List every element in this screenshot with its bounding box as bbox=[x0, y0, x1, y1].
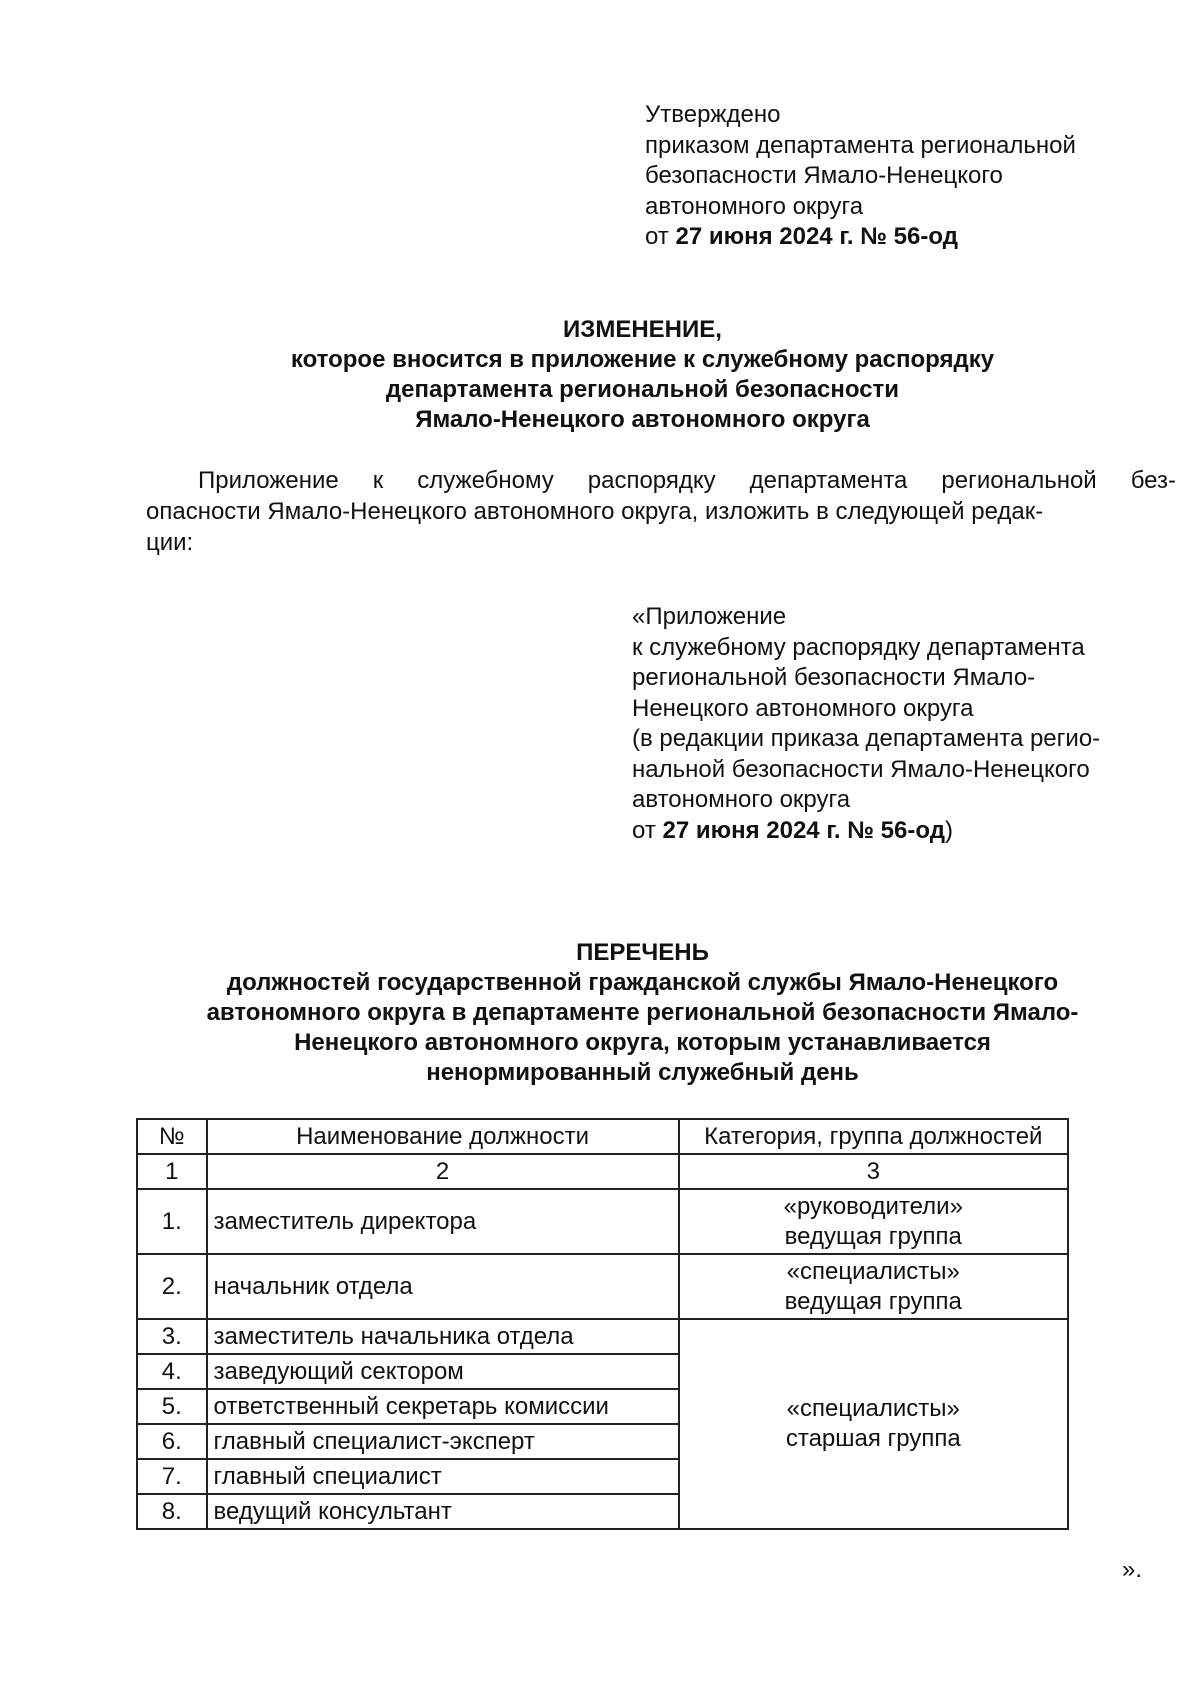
row-number: 6. bbox=[137, 1424, 207, 1459]
category-name: «специалисты» bbox=[786, 1257, 960, 1285]
row-category bbox=[679, 1254, 1068, 1319]
approval-block bbox=[645, 100, 1145, 253]
header-number: № bbox=[137, 1119, 207, 1154]
paragraph-line: опасности Ямало-Ненецкого автономного округа, изложить в следующей редак- bbox=[146, 498, 1044, 525]
appendix-line: «Приложение bbox=[632, 603, 787, 630]
row-number: 7. bbox=[137, 1459, 207, 1494]
change-heading: ИЗМЕНЕНИЕ, bbox=[563, 316, 722, 343]
row-number: 3. bbox=[137, 1319, 207, 1354]
category-name: «специалисты» bbox=[786, 1395, 960, 1422]
appendix-line: региональной безопасности Ямало- bbox=[632, 664, 1036, 691]
column-number: 2 bbox=[207, 1154, 679, 1189]
list-title bbox=[130, 938, 1155, 1088]
approval-line: безопасности Ямало-Ненецкого bbox=[645, 162, 1003, 189]
approval-date-number: 27 июня 2024 г. № 56-од bbox=[675, 223, 958, 250]
change-title-line: Ямало-Ненецкого автономного округа bbox=[415, 406, 870, 433]
row-position: главный специалист bbox=[207, 1459, 679, 1494]
row-position: начальник отдела bbox=[207, 1254, 679, 1319]
category-group: старшая группа bbox=[785, 1425, 961, 1452]
row-number: 2. bbox=[137, 1254, 207, 1319]
row-position: заместитель директора bbox=[207, 1189, 679, 1254]
change-title-line: которое вносится в приложение к служебному распорядку bbox=[290, 346, 995, 373]
appendix-line: (в редакции приказа департамента регио- bbox=[632, 725, 1101, 752]
paragraph-line: ции: bbox=[146, 529, 194, 556]
appendix-line: к служебному распорядку департамента bbox=[632, 633, 1085, 661]
category-name: «руководители» bbox=[783, 1192, 963, 1220]
list-title-line: ненормированный служебный день bbox=[426, 1059, 859, 1086]
change-title bbox=[130, 315, 1155, 435]
row-number: 5. bbox=[137, 1389, 207, 1424]
positions-table bbox=[136, 1118, 1069, 1530]
approval-line: Утверждено bbox=[645, 101, 781, 128]
appendix-date-suffix: ) bbox=[944, 816, 953, 844]
approval-date bbox=[645, 222, 1145, 253]
row-position: ведущий консультант bbox=[207, 1494, 679, 1529]
body-paragraph bbox=[146, 465, 1176, 558]
row-category bbox=[679, 1189, 1068, 1254]
closing-quote: ». bbox=[1122, 1556, 1143, 1583]
table-header-row bbox=[137, 1119, 1068, 1154]
approval-date-prefix: от bbox=[645, 223, 676, 250]
appendix-date-prefix: от bbox=[632, 816, 663, 844]
approval-line: приказом департамента региональной bbox=[645, 131, 1076, 159]
list-heading: ПЕРЕЧЕНЬ bbox=[576, 939, 709, 966]
row-number: 1. bbox=[137, 1189, 207, 1254]
merged-category-cell bbox=[679, 1319, 1068, 1529]
column-number: 3 bbox=[679, 1154, 1068, 1189]
table-row bbox=[137, 1189, 1068, 1254]
row-position: ответственный секретарь комиссии bbox=[207, 1389, 679, 1424]
appendix-line: автономного округа bbox=[632, 786, 851, 813]
appendix-line: нальной безопасности Ямало-Ненецкого bbox=[632, 755, 1090, 783]
list-title-line: должностей государственной гражданской службы Ямало-Ненецкого bbox=[226, 969, 1059, 996]
approval-line: автономного округа bbox=[645, 192, 864, 220]
row-position: главный специалист-эксперт bbox=[207, 1424, 679, 1459]
header-position: Наименование должности bbox=[207, 1119, 679, 1154]
row-position: заместитель начальника отдела bbox=[207, 1319, 679, 1354]
appendix-date bbox=[632, 816, 1152, 847]
row-number: 4. bbox=[137, 1354, 207, 1389]
category-group: ведущая группа bbox=[784, 1287, 962, 1315]
row-position: заведующий сектором bbox=[207, 1354, 679, 1389]
table-column-numbers-row bbox=[137, 1154, 1068, 1189]
list-title-line: Ненецкого автономного округа, которым устанавливается bbox=[294, 1029, 991, 1056]
list-title-line: автономного округа в департаменте региональной безопасности Ямало- bbox=[206, 999, 1079, 1026]
category-group: ведущая группа bbox=[784, 1222, 962, 1250]
header-category: Категория, группа должностей bbox=[679, 1119, 1068, 1154]
table-row bbox=[137, 1254, 1068, 1319]
appendix-date-number: 27 июня 2024 г. № 56-од bbox=[662, 816, 945, 844]
change-title-line: департамента региональной безопасности bbox=[385, 376, 900, 403]
paragraph-line: Приложение к служебному распорядку департамента региональной без- bbox=[198, 467, 1176, 494]
column-number: 1 bbox=[137, 1154, 207, 1189]
appendix-line: Ненецкого автономного округа bbox=[632, 694, 974, 722]
table-row bbox=[137, 1319, 1068, 1354]
row-number: 8. bbox=[137, 1494, 207, 1529]
appendix-block bbox=[632, 602, 1152, 846]
